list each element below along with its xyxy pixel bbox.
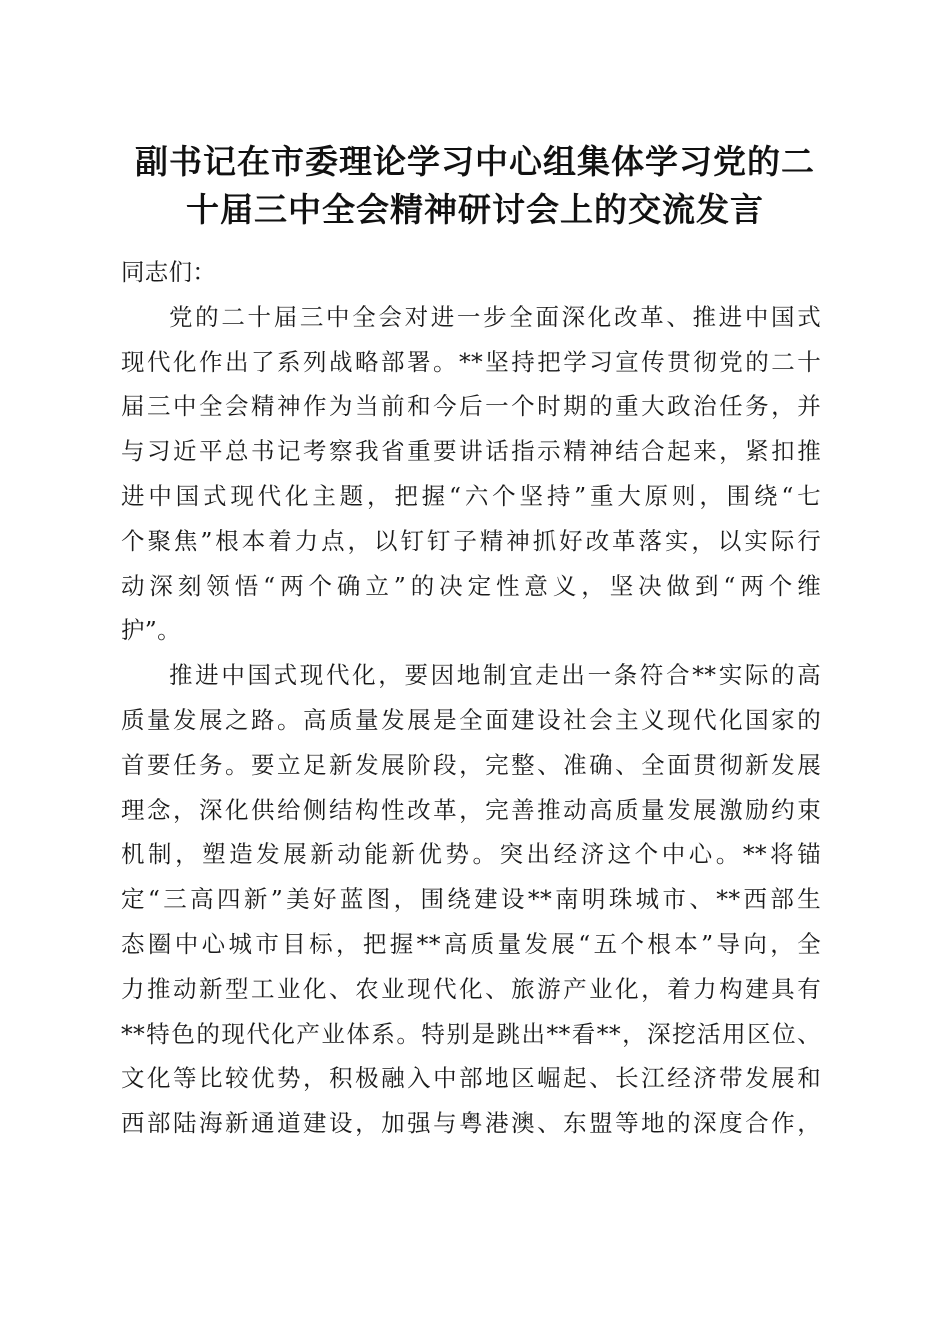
document-title xyxy=(100,138,850,234)
paragraph-line: 文化等比较优势，积极融入中部地区崛起、长江经济带发展和 xyxy=(121,1064,821,1093)
paragraph-line: 机制，塑造发展新动能新优势。突出经济这个中心。**将锚 xyxy=(121,840,821,869)
paragraph-line: 力推动新型工业化、农业现代化、旅游产业化，着力构建具有 xyxy=(121,974,821,1003)
paragraph-line: 党的二十届三中全会对进一步全面深化改革、推进中国式 xyxy=(169,302,821,331)
paragraph-line: 个聚焦”根本着力点，以钉钉子精神抓好改革落实，以实际行 xyxy=(121,526,821,555)
title-line-1: 副书记在市委理论学习中心组集体学习党的二 xyxy=(135,142,815,181)
paragraph-line: 定“三高四新”美好蓝图，围绕建设**南明珠城市、**西部生 xyxy=(121,885,821,914)
salutation: 同志们： xyxy=(121,258,217,286)
title-line-2: 十届三中全会精神研讨会上的交流发言 xyxy=(186,190,764,229)
paragraph-line: 推进中国式现代化，要因地制宜走出一条符合**实际的高 xyxy=(169,661,821,690)
paragraph-line: 护”。 xyxy=(121,616,181,645)
paragraph-line: 进中国式现代化主题，把握“六个坚持”重大原则，围绕“七 xyxy=(121,481,821,510)
paragraph-line: 动深刻领悟“两个确立”的决定性意义，坚决做到“两个维 xyxy=(121,571,821,600)
paragraph-2 xyxy=(121,653,821,1146)
paragraph-line: 态圈中心城市目标，把握**高质量发展“五个根本”导向，全 xyxy=(121,929,821,958)
paragraph-line: 现代化作出了系列战略部署。**坚持把学习宣传贯彻党的二十 xyxy=(121,347,821,376)
document-body xyxy=(121,250,821,1146)
paragraph-line: **特色的现代化产业体系。特别是跳出**看**，深挖活用区位、 xyxy=(121,1019,821,1048)
paragraph-line: 届三中全会精神作为当前和今后一个时期的重大政治任务，并 xyxy=(121,392,821,421)
paragraph-line: 首要任务。要立足新发展阶段，完整、准确、全面贯彻新发展 xyxy=(121,750,821,779)
paragraph-line: 与习近平总书记考察我省重要讲话指示精神结合起来，紧扣推 xyxy=(121,437,821,466)
paragraph-1 xyxy=(121,295,821,653)
paragraph-line: 质量发展之路。高质量发展是全面建设社会主义现代化国家的 xyxy=(121,705,821,734)
paragraph-line: 理念，深化供给侧结构性改革，完善推动高质量发展激励约束 xyxy=(121,795,821,824)
paragraph-line: 西部陆海新通道建设，加强与粤港澳、东盟等地的深度合作， xyxy=(121,1109,821,1138)
